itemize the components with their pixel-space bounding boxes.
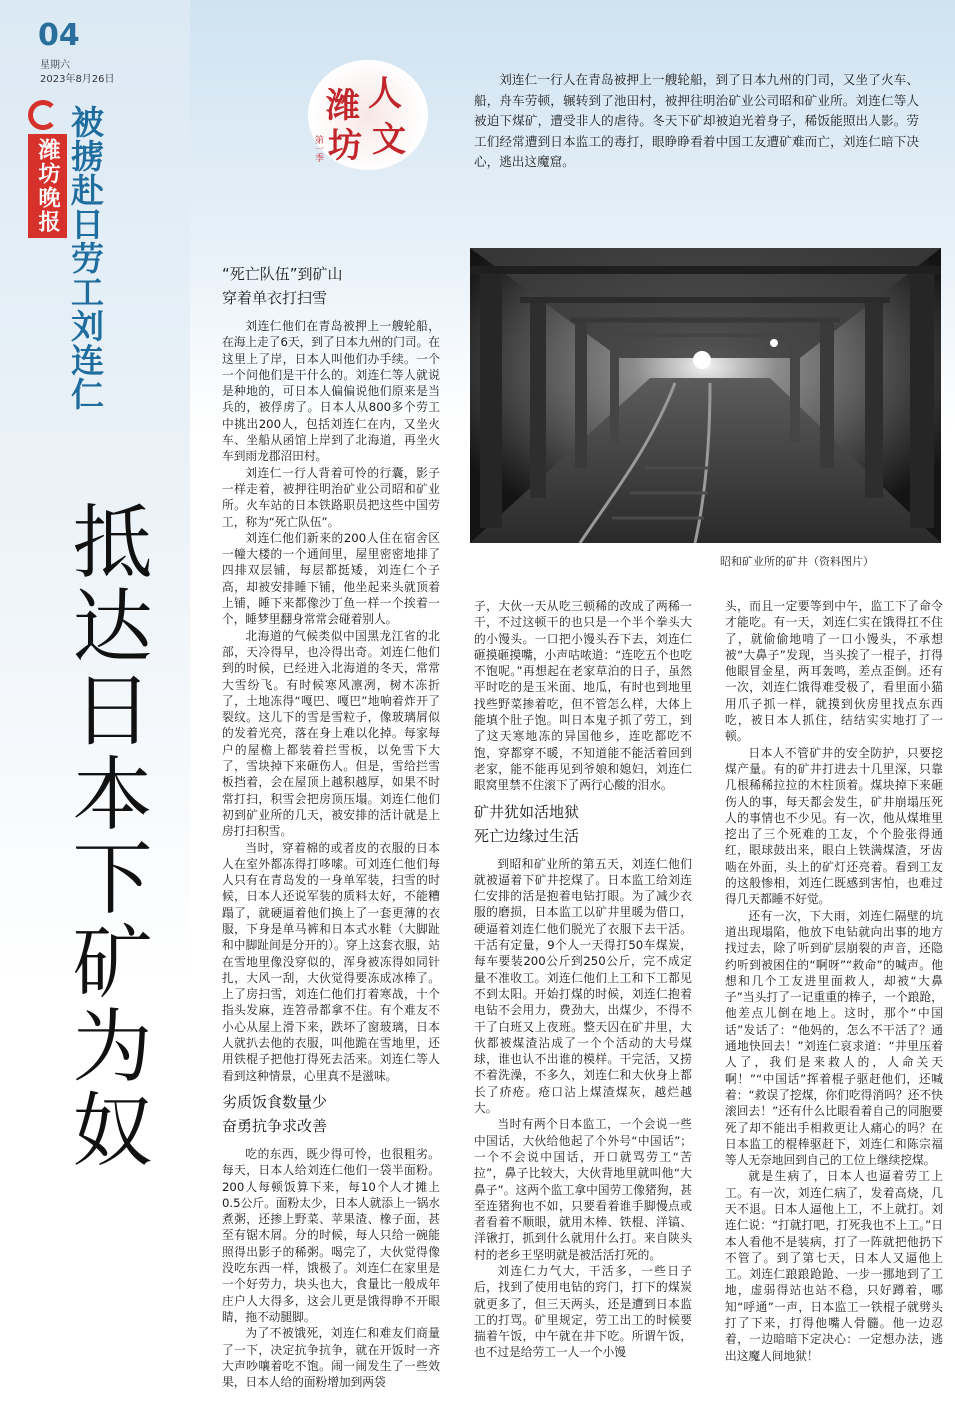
mine-shaft-photo [470, 248, 941, 543]
swirl-icon [28, 100, 58, 130]
logo-char-3: 坊 [328, 126, 362, 166]
subheading-line: 劣质饭食数量少 [222, 1092, 328, 1111]
subheading-2 [222, 1090, 440, 1138]
paragraph: 当时，穿着棉的或者皮的衣服的日本人在室外都冻得打哆嗦。可刘连仁他们每人只有在青岛发的一身单军装，扫雪的时候，日本人还说军装的质料太好，不能糟蹋了，就硬逼着他们换上了一套更薄的衣服，下身是单马裤和日本式水鞋（大脚趾和中脚趾间是分开的）。穿上这套衣服，站在雪地里像没穿似的，浑身被冻得如同针扎，大风一刮，大伙觉得要冻成冰棒了。上了房扫雪，刘连仁他们打着寒战，十个指头发麻，连笤帚都拿不住。有个难友不小心从屋上滑下来，跌坏了窗玻璃，日本人就扒去他的衣服，叫他跪在雪地里，还用铁棍子把他打得死去活来。刘连仁等人看到这种情景，心里真不是滋味。 [222, 840, 440, 1083]
series-title: 被掳赴日劳工刘连仁 [66, 105, 105, 411]
paragraph: 就是生病了，日本人也逼着劳工上工。有一次，刘连仁病了，发着高烧，几天不退。日本人逼他上工，不上就打。刘连仁说：“打就打吧，打死我也不上工。”日本人看他不是装病，打了一阵就把他扔下不管了。到了第七天，日本人又逼他上工。刘连仁踉踉跄跄、一步一挪地到了工地，虚弱得站也站不稳，只好蹲着，哪知“呼通”一声，日本监工一铁棍子就劈头打了下来，打得他嘴人骨髓。他一边忍着，一边暗暗下定决心：一定想办法，逃出这魔人间地狱！ [725, 1169, 943, 1363]
issue-date: 2023年8月26日 [40, 74, 115, 85]
page-number: 04 [38, 18, 80, 53]
subheading-line: “死亡队伍”到矿山 [222, 265, 343, 283]
paragraph: 到昭和矿业所的第五天，刘连仁他们就被逼着下矿井挖煤了。日本监工给刘连仁安排的活是抱着电钻打眼。为了减少衣服的磨损，日本监工以矿井里暖为借口，硬逼着刘连仁他们脱光了衣服下去干活。干活有定量，9个人一天得打50车煤炭，每车要装200公斤到250公斤，完不成定量不准收工。刘连仁他们上工和下工都见不到太阳。开始打煤的时候，刘连仁抱着电钻不会用力，费劲大，出煤少，不得不干了白班又上夜班。整天囚在矿井里，大伙都被煤渣沾成了一个个活动的大号煤球，谁也认不出谁的模样。干完活，又捞不着洗澡，不多久，刘连仁和大伙身上都长了疥疮。疮口沾上煤渣煤灰，越烂越大。 [474, 856, 692, 1116]
logo-char-1: 潍 [326, 86, 360, 126]
subheading-line: 穿着单衣打扫雪 [222, 289, 328, 307]
paragraph: 日本人不管矿井的安全防护，只要挖煤产量。有的矿井打进去十几里深，只靠几根稀稀拉拉的木柱顶着。煤块掉下来砸伤人的事，每天都会发生，矿井崩塌压死人的事情也不少见。有一次，他从煤堆里挖出了三个死难的工友，个个脸张得通红，眼球鼓出来，眼白上铁满煤渣，牙齿啮在外面，头上的矿灯还亮着。看到工友的这般惨相，刘连仁既感到害怕，也难过得几天都睡不好觉。 [725, 745, 943, 907]
paragraph: 头，而且一定要等到中午，监工下了命令才能吃。有一天，刘连仁实在饿得扛不住了，就偷偷地啃了一口小馒头，不承想被“大鼻子”发现，当头挨了一棍子，打得他眼冒金星，两耳轰鸣，差点歪倒。还有一次，刘连仁饿得难受极了，看里面小猫用爪子抓一样，就摸到伙房里找点东西吃，被日本人抓住，结结实实地打了一顿。 [725, 599, 943, 744]
subheading-1 [222, 262, 440, 310]
paragraph: 为了不被饿死，刘连仁和难友们商量了一下，决定抗争抗争，就在开饭时一齐大声吵嚷着吃不饱。闹一闹发生了一些效果，日本人给的面粉增加到两袋 [222, 1326, 440, 1390]
paragraph: 刘连仁一行人背着可怜的行囊，影子一样走着，被押往明治矿业公司昭和矿业所。火车站的日本铁路职员把这些中国劳工，称为“死亡队伍”。 [222, 465, 440, 529]
paragraph: 刘连仁他们在青岛被押上一艘轮船，在海上走了6天，到了日本九州的门司。在这里上了岸，日本人叫他们办手续。一个一个问他们是干什么的。刘连仁等人就说是种地的，可日本人偏偏说他们原来是当兵的，被俘虏了。日本人从800多个劳工中挑出200人，包括刘连仁在内，又坐火车、坐船从函馆上岸到了北海道，再坐火车到雨龙郡沼田村。 [222, 319, 440, 464]
intro-paragraph: 刘连仁一行人在青岛被押上一艘轮船，到了日本九州的门司，又坐了火车、船，舟车劳顿，辗转到了池田村，被押往明治矿业公司昭和矿业所。刘连仁等人被迫下煤矿，遭受非人的虐待。冬天下矿却被迫光着身子，稀饭能照出人影。劳工们经常遭到日本监工的毒打，眼睁睁看着中国工友遭矿难而亡，刘连仁暗下决心，逃出这魔窟。 [474, 72, 919, 169]
newspaper-logo [28, 100, 62, 270]
subheading-line: 奋勇抗争求改善 [222, 1116, 328, 1135]
paragraph: 刘连仁力气大，干活多，一些日子后，找到了使用电钻的窍门，打下的煤炭就更多了，但三天两头，还是遭到日本监工的打骂。矿里规定，劳工出工的时候要揣着午饭，中午就在井下吃。所谓午饭，也不过是给劳工一人一个小馒 [474, 1263, 692, 1360]
logo-char-2: 人 [368, 74, 402, 114]
newspaper-name: 潍坊晚报 [28, 134, 67, 238]
article-column-2 [474, 598, 692, 1361]
paragraph: 还有一次，下大雨，刘连仁隔壁的坑道出现塌陷，他放下电钻就向出事的地方找过去，除了听到矿层崩裂的声音，还隐约听到被困住的“啊呀”“救命”的喊声。他想和几个工友进里面救人，却被“大鼻子”当头打了一记重重的棒子，一个踉跄，他差点儿倒在地上。这时，那个“中国话”发话了：“他妈的，怎么不干活了？通通地快回去！”刘连仁哀求道：“井里压着人了，我们是来救人的，人命关天啊！”“中国话”挥着棍子驱赶他们，还喊着：“救误了挖煤，你们吃得消吗？还不快滚回去！”还有什么比眼看着自己的同胞要死了却不能出手相救更让人痛心的吗？在日本监工的棍棒驱赶下，刘连仁和陈宗福等人无奈地回到自己的工位上继续挖煤。 [725, 908, 943, 1168]
photo-caption: 昭和矿业所的矿井（资料图片） [720, 555, 874, 568]
paragraph: 北海道的气候类似中国黑龙江省的北部，天冷得早，也冷得出奇。刘连仁他们到的时候，已经进入北海道的冬天，常常大雪纷飞。有时候寒风凛冽，树木冻折了，土地冻得“嘎巴、嘎巴”地响着炸开了裂纹。这儿下的雪是雪粒子，像玻璃屑似的发着光亮，落在身上难以化掉。每家每户的屋檐上都装着拦雪板，以免雪下大了，雪块掉下来砸伤人。但是，雪给拦雪板挡着，会在屋顶上越积越厚，如果不时常打扫，积雪会把房顶压塌。刘连仁他们初到矿业所的几天，被安排的活计就是上房打扫积雪。 [222, 628, 440, 839]
subheading-line: 矿井犹如活地狱 [474, 802, 580, 821]
column-logo [308, 60, 428, 170]
article-column-3 [725, 598, 943, 1364]
article-column-1 [222, 256, 440, 1390]
paragraph: 当时有两个日本监工，一个会说一些中国话，大伙给他起了个外号“中国话”；一个不会说中国话，开口就骂劳工“苦拉”，鼻子比较大，大伙背地里就叫他“大鼻子”。这两个监工拿中国劳工像猪狗，甚至连猪狗也不如，只要看着谁手脚慢点或者看着不顺眼，就用木棒、铁棍、洋镐、洋锹打，抓到什么就用什么打。来自陕头村的老乡王坚明就是被活活打死的。 [474, 1117, 692, 1262]
subheading-3 [474, 800, 692, 848]
weekday: 星期六 [40, 60, 70, 71]
paragraph: 子，大伙一天从吃三顿稀的改成了两稀一干，不过这顿干的也只是一个半个拳头大的小馒头。一口把小馒头吞下去，刘连仁砸摸砸摸嘴，小声咕哝道：“连吃五个也吃不饱呢。”再想起在老家草泊的日子，虽然平时吃的是玉米面、地瓜，有时也到地里找些野菜掺着吃，但不管怎么样，大体上能填个肚子饱。叫日本鬼子抓了劳工，到了这天寒地冻的异国他乡，连吃都吃不饱，穿都穿不暖，不知道能不能活着回到老家，能不能再见到爷娘和媳妇，刘连仁眼窝里禁不住滚下了两行心酸的泪水。 [474, 599, 692, 793]
paragraph: 吃的东西，既少得可怜，也很粗劣。每天，日本人给刘连仁他们一袋半面粉。200人每顿饭算下来，每10个人才摊上0.5公斤。面粉太少，日本人就添上一锅水煮粥，还掺上野菜、苹果渣、橡子面，甚至有锯木屑。分的时候，每人只给一碗能照得出影子的稀粥。喝完了，大伙觉得像没吃东西一样，饿极了。刘连仁在家里是一个好劳力，块头也大，食量比一般成年庄户人大得多，这会儿更是饿得睁不开眼睛，拖不动腿脚。 [222, 1146, 440, 1324]
main-title: 抵达日本下矿为奴 [59, 500, 152, 1172]
logo-char-4: 文 [372, 120, 406, 160]
subheading-line: 死亡边缘过生活 [474, 826, 580, 845]
paragraph: 刘连仁他们新来的200人住在宿舍区一幢大楼的一个通间里，屋里密密地排了四排双层铺，每层都挺矮，刘连仁个子高，却被安排睡下铺，他坐起来头就顶着上铺，睡下来都像沙丁鱼一样一个挨着一个，睡梦里翻身常常会碰着别人。 [222, 530, 440, 627]
logo-season: 第一季 [313, 135, 323, 162]
